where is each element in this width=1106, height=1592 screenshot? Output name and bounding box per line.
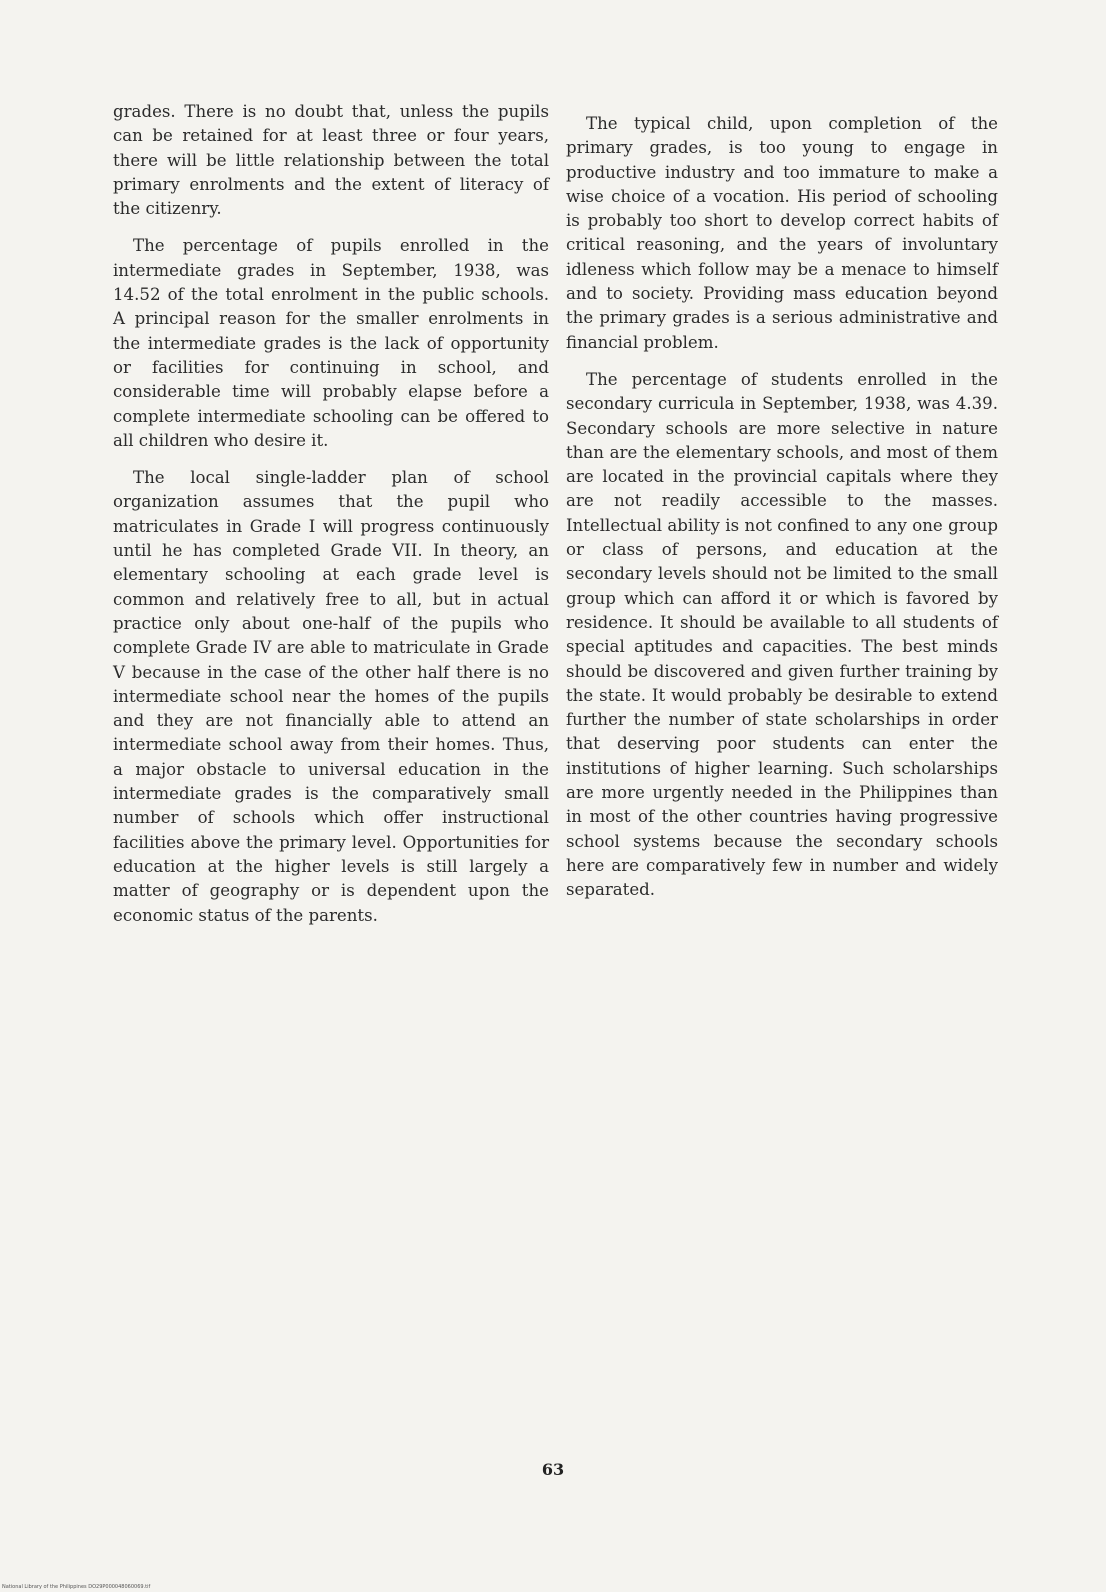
right-paragraph-2: The percentage of students enrolled in the secondary curricula in September, 1938, was 4.39. Secondary schools are more selective in nature than are the elementary schools, and most of them are located in the provincial capitals where they are not readily accessible to the masses. Intellectual ability is not confined to any one group or class of persons, and education at the secondary levels should not be limited to the small group which can afford it or which is favored by residence. It should be available to all students of special aptitudes and capacities. The best minds should be discovered and given further training by the state. It would probably be desirable to extend further the number of state scholarships in order that deserving poor students can enter the institutions of higher learning. Such scholarships are more urgently needed in the Philippines than in most of the other countries having progressive school systems because the secondary schools here are comparatively few in number and widely separated.: [566, 369, 998, 900]
left-paragraph-1: grades. There is no doubt that, unless the pupils can be retained for at least three or four years, there will be little relationship between the total primary enrolments and the extent of literacy of the citizenry.: [113, 102, 549, 219]
right-paragraph-1: The typical child, upon completion of the primary grades, is too young to engage in productive industry and too immature to make a wise choice of a vocation. His period of schooling is probably too short to develop correct habits of critical reasoning, and the years of involuntary idleness which follow may be a menace to himself and to society. Providing mass education beyond the primary grades is a serious administrative and financial problem.: [566, 114, 998, 352]
left-paragraph-2: The percentage of pupils enrolled in the intermediate grades in September, 1938, was 14.52 of the total enrolment in the public schools. A principal reason for the smaller enrolments in the intermediate grades is the lack of opportunity or facilities for continuing in school, and considerable time will probably elapse before a complete intermediate schooling can be offered to all children who desire it.: [113, 236, 549, 450]
right-column: [566, 112, 998, 916]
left-column: [113, 100, 549, 941]
page-number: 63: [541, 1460, 565, 1479]
footer-credit: National Library of the Philippines DO29P000048060069.tif: [2, 1584, 151, 1590]
left-paragraph-3: The local single-ladder plan of school organization assumes that the pupil who matriculates in Grade I will progress continuously until he has completed Grade VII. In theory, an elementary schooling at each grade level is common and relatively free to all, but in actual practice only about one-half of the pupils who complete Grade IV are able to matriculate in Grade V because in the case of the other half there is no intermediate school near the homes of the pupils and they are not financially able to attend an intermediate school away from their homes. Thus, a major obstacle to universal education in the intermediate grades is the comparatively small number of schools which offer instructional facilities above the primary level. Opportunities for education at the higher levels is still largely a matter of geography or is dependent upon the economic status of the parents.: [113, 468, 549, 925]
